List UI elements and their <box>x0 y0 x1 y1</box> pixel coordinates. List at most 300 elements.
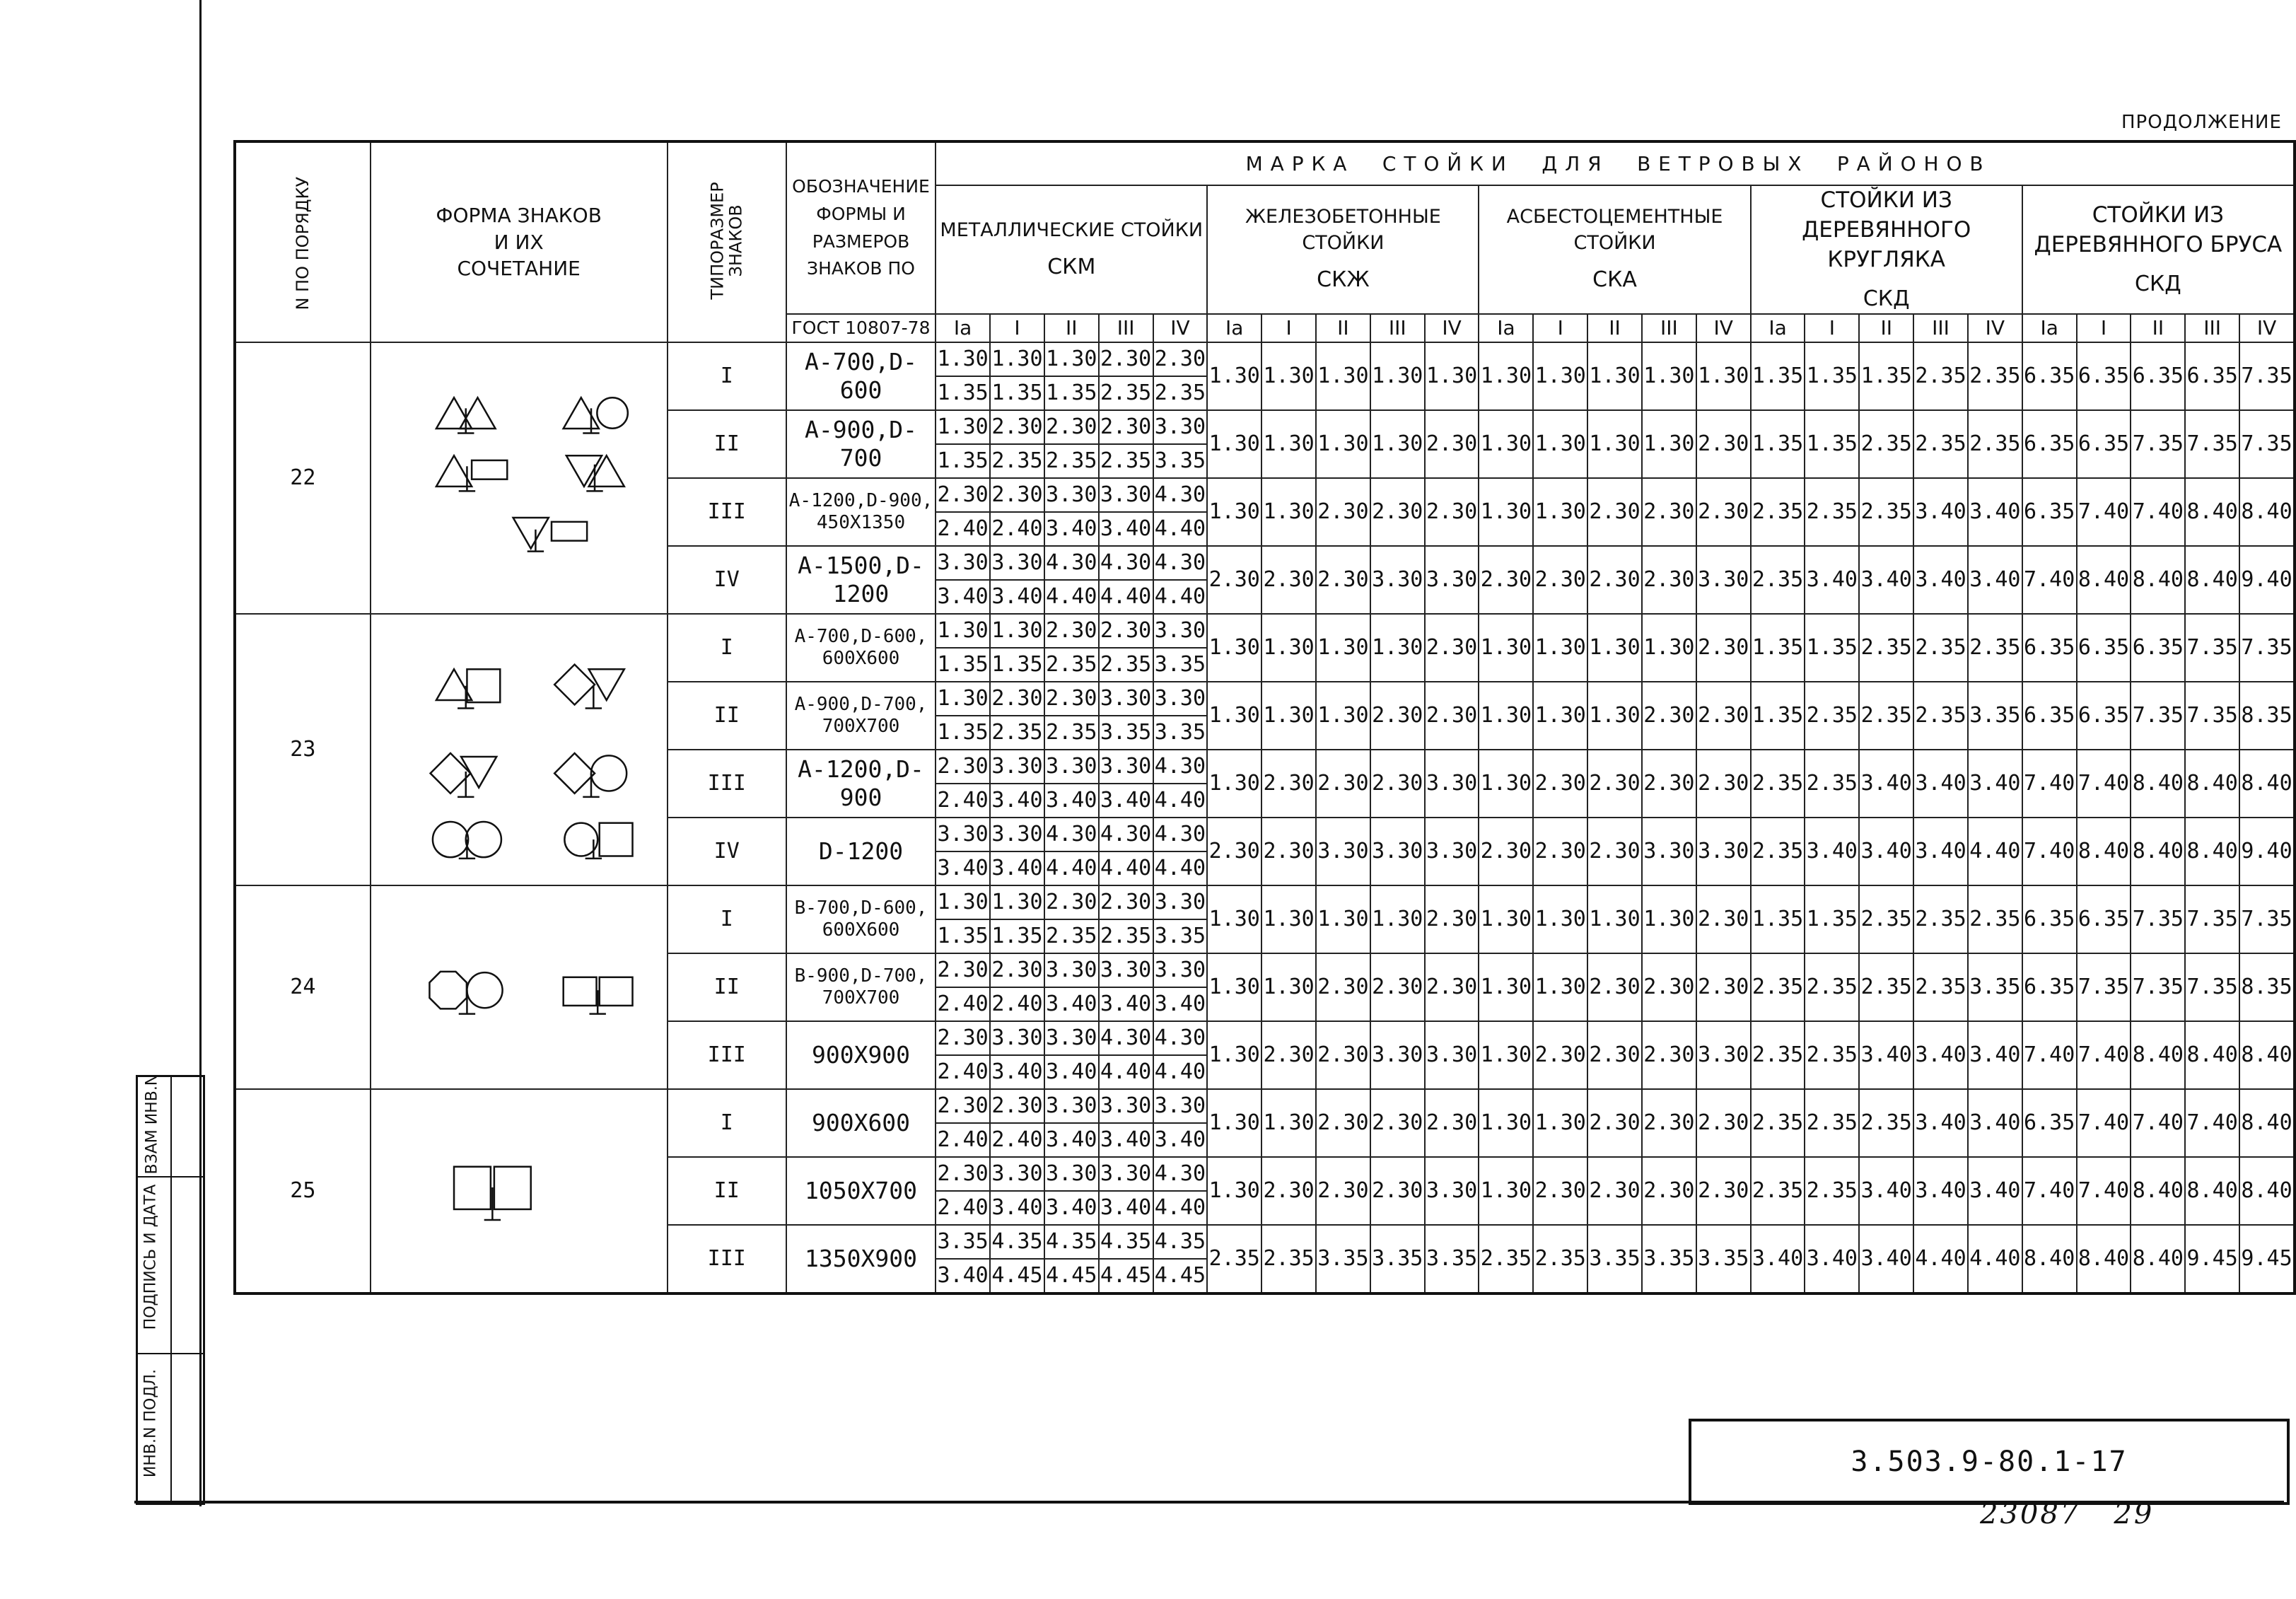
stand-mark-as: 1.30 <box>1533 885 1587 953</box>
mark-value-bottom: 4.40 <box>1045 579 1098 613</box>
stand-mark-zh: 2.30 <box>1370 1089 1425 1157</box>
stand-mark-br: 7.35 <box>2185 953 2239 1021</box>
mark-value-top: 2.30 <box>1046 414 1097 440</box>
stand-mark-br: 6.35 <box>2077 614 2131 682</box>
sign-designation: D-1200 <box>786 818 936 885</box>
table-row <box>235 885 2295 953</box>
mark-value-top: 1.30 <box>991 618 1043 644</box>
stand-mark-br: 7.35 <box>2131 682 2185 750</box>
mark-value-top: 1.30 <box>991 347 1043 372</box>
stand-mark-zh: 3.30 <box>1425 750 1479 818</box>
stand-mark-br: 8.40 <box>2077 1225 2131 1293</box>
mark-value-bottom: 4.40 <box>1045 851 1098 885</box>
stand-mark-br: 7.40 <box>2077 1157 2131 1225</box>
stand-mark-kr: 1.35 <box>1751 682 1805 750</box>
stand-mark-as: 2.30 <box>1587 1089 1642 1157</box>
metal-stand-mark <box>990 953 1044 1021</box>
stand-mark-as: 1.30 <box>1533 1089 1587 1157</box>
stand-mark-br: 7.35 <box>2239 885 2295 953</box>
stand-mark-as: 2.30 <box>1696 750 1751 818</box>
stand-mark-as: 1.30 <box>1587 342 1642 410</box>
size-type: I <box>668 614 786 682</box>
stand-mark-as: 2.30 <box>1696 953 1751 1021</box>
stand-mark-as: 2.30 <box>1642 478 1696 546</box>
mark-value-top: 4.30 <box>1154 1161 1206 1187</box>
stand-mark-as: 3.30 <box>1696 1021 1751 1089</box>
metal-stand-mark <box>1153 410 1208 478</box>
stand-mark-zh: 2.30 <box>1316 750 1370 818</box>
stand-mark-zh: 3.30 <box>1425 546 1479 614</box>
size-type: II <box>668 682 786 750</box>
stamp-divider <box>138 1353 203 1354</box>
stand-mark-br: 8.40 <box>2185 546 2239 614</box>
mark-value-top: 4.30 <box>1046 550 1097 576</box>
stand-mark-br: 7.40 <box>2077 750 2131 818</box>
stand-mark-as: 2.30 <box>1479 546 1533 614</box>
stand-mark-as: 1.30 <box>1479 478 1533 546</box>
metal-stand-mark <box>1153 818 1208 885</box>
mark-value-bottom: 2.35 <box>1100 443 1153 477</box>
mark-value-bottom: 2.35 <box>1045 647 1098 681</box>
wind-region-header: III <box>1913 314 1968 342</box>
stand-mark-br: 6.35 <box>2185 342 2239 410</box>
stand-mark-zh: 2.35 <box>1261 1225 1316 1293</box>
stand-mark-as: 2.30 <box>1696 682 1751 750</box>
stand-mark-kr: 2.35 <box>1751 1021 1805 1089</box>
stand-mark-as: 1.30 <box>1479 342 1533 410</box>
stand-group-header <box>1479 185 1750 314</box>
stand-mark-as: 1.30 <box>1479 682 1533 750</box>
mark-value-bottom: 2.40 <box>936 1054 989 1088</box>
stand-mark-br: 7.35 <box>2077 953 2131 1021</box>
metal-stand-mark <box>936 1021 990 1089</box>
stand-mark-as: 1.30 <box>1479 614 1533 682</box>
mark-value-bottom: 3.40 <box>936 851 989 885</box>
stand-mark-as: 1.30 <box>1587 410 1642 478</box>
stand-mark-kr: 2.35 <box>1805 1021 1859 1089</box>
stand-mark-zh: 1.30 <box>1370 614 1425 682</box>
stand-marks-table <box>233 140 2296 1295</box>
sign-designation: 900Х600 <box>786 1089 936 1157</box>
metal-stand-mark <box>990 1225 1044 1293</box>
metal-stand-mark <box>1153 342 1208 410</box>
stand-group-name: МЕТАЛЛИЧЕСКИЕ СТОЙКИ <box>940 219 1204 241</box>
mark-value-top: 3.30 <box>991 550 1043 576</box>
mark-value-top: 2.30 <box>1154 347 1206 372</box>
stand-mark-kr: 1.35 <box>1859 342 1913 410</box>
metal-stand-mark <box>1099 1021 1153 1089</box>
metal-stand-mark <box>1044 1021 1099 1089</box>
stand-mark-zh: 2.30 <box>1370 1157 1425 1225</box>
mark-value-top: 1.30 <box>937 347 989 372</box>
table-row <box>235 614 2295 682</box>
stand-mark-kr: 4.40 <box>1968 1225 2022 1293</box>
mark-value-bottom: 4.45 <box>1045 1258 1098 1292</box>
mark-value-bottom: 3.40 <box>1100 511 1153 545</box>
stand-mark-zh: 3.30 <box>1316 818 1370 885</box>
stand-mark-br: 6.35 <box>2077 342 2131 410</box>
metal-stand-mark <box>1099 1157 1153 1225</box>
mark-value-bottom: 3.40 <box>991 1054 1044 1088</box>
stand-mark-kr: 3.40 <box>1805 1225 1859 1293</box>
mark-value-bottom: 2.35 <box>1100 919 1153 953</box>
size-type: IV <box>668 546 786 614</box>
stand-mark-br: 8.40 <box>2077 818 2131 885</box>
metal-stand-mark <box>1099 953 1153 1021</box>
stand-mark-kr: 2.35 <box>1859 614 1913 682</box>
stand-mark-kr: 3.40 <box>1859 1021 1913 1089</box>
stand-mark-kr: 2.35 <box>1968 410 2022 478</box>
stand-mark-kr: 2.35 <box>1805 1157 1859 1225</box>
stand-mark-br: 7.35 <box>2239 614 2295 682</box>
stand-mark-kr: 1.35 <box>1751 410 1805 478</box>
stand-mark-zh: 1.30 <box>1207 750 1261 818</box>
mark-value-top: 4.35 <box>1100 1229 1152 1255</box>
mark-value-top: 3.35 <box>937 1229 989 1255</box>
mark-value-bottom: 3.40 <box>991 851 1044 885</box>
mark-value-bottom: 2.35 <box>1100 376 1153 409</box>
stand-mark-br: 6.35 <box>2022 682 2077 750</box>
mark-value-top: 3.30 <box>991 754 1043 779</box>
stand-mark-kr: 3.35 <box>1968 682 2022 750</box>
metal-stand-mark <box>990 1089 1044 1157</box>
metal-stand-mark <box>1099 750 1153 818</box>
mark-value-top: 2.30 <box>937 1093 989 1119</box>
stand-mark-br: 8.35 <box>2239 953 2295 1021</box>
stand-mark-as: 2.30 <box>1642 750 1696 818</box>
metal-stand-mark <box>990 750 1044 818</box>
stand-mark-kr: 2.35 <box>1859 478 1913 546</box>
stand-mark-zh: 2.30 <box>1316 546 1370 614</box>
wind-region-header: IV <box>2239 314 2295 342</box>
stand-mark-zh: 1.30 <box>1316 885 1370 953</box>
stand-mark-br: 6.35 <box>2131 342 2185 410</box>
mark-value-bottom: 1.35 <box>936 647 989 681</box>
stand-group-code: СКД <box>1863 286 1910 311</box>
mark-value-bottom: 3.35 <box>1154 443 1207 477</box>
mark-value-bottom: 3.40 <box>991 1190 1044 1224</box>
stand-mark-br: 7.40 <box>2022 750 2077 818</box>
stand-mark-zh: 1.30 <box>1207 410 1261 478</box>
stand-mark-as: 2.30 <box>1696 1089 1751 1157</box>
mark-value-bottom: 2.40 <box>936 783 989 817</box>
stand-mark-kr: 3.40 <box>1968 478 2022 546</box>
stand-mark-br: 6.35 <box>2022 410 2077 478</box>
stand-group-code: СКА <box>1592 267 1637 293</box>
stand-mark-as: 2.30 <box>1696 614 1751 682</box>
sign-designation: 900Х900 <box>786 1021 936 1089</box>
stand-mark-kr: 3.40 <box>1913 1089 1968 1157</box>
stand-mark-br: 8.40 <box>2185 1157 2239 1225</box>
stand-mark-zh: 1.30 <box>1207 682 1261 750</box>
stand-mark-br: 8.40 <box>2131 546 2185 614</box>
stand-group-name: ЖЕЛЕЗОБЕТОННЫЕ СТОЙКИ <box>1245 206 1441 254</box>
mark-value-bottom: 4.40 <box>1154 851 1207 885</box>
size-type: I <box>668 885 786 953</box>
stand-mark-as: 2.30 <box>1587 1021 1642 1089</box>
stand-group-name: АСБЕСТОЦЕМЕНТНЫЕ СТОЙКИ <box>1506 206 1723 254</box>
stand-mark-br: 6.35 <box>2077 682 2131 750</box>
stand-mark-zh: 3.30 <box>1370 1021 1425 1089</box>
metal-stand-mark <box>1153 546 1208 614</box>
designation-header: ОБОЗНАЧЕНИЕ ФОРМЫ И РАЗМЕРОВ ЗНАКОВ ПО <box>786 141 936 314</box>
mark-value-bottom: 3.35 <box>1154 919 1207 953</box>
stand-mark-kr: 2.35 <box>1805 682 1859 750</box>
mark-value-bottom: 4.40 <box>1100 851 1153 885</box>
stand-mark-zh: 2.30 <box>1425 885 1479 953</box>
stand-mark-br: 8.40 <box>2185 478 2239 546</box>
mark-value-bottom: 3.35 <box>1154 647 1207 681</box>
stand-mark-br: 8.40 <box>2131 1157 2185 1225</box>
mark-value-bottom: 4.45 <box>991 1258 1044 1292</box>
mark-value-top: 3.30 <box>991 822 1043 847</box>
sign-designation: А-700,D-600 <box>786 342 936 410</box>
stand-mark-zh: 1.30 <box>1370 885 1425 953</box>
stand-mark-kr: 2.35 <box>1968 342 2022 410</box>
stand-mark-zh: 1.30 <box>1207 342 1261 410</box>
mark-value-top: 3.30 <box>1154 686 1206 711</box>
metal-stand-mark <box>990 885 1044 953</box>
metal-stand-mark <box>990 1021 1044 1089</box>
wind-region-header: Iа <box>936 314 990 342</box>
mark-value-bottom: 2.35 <box>991 715 1044 749</box>
stand-mark-zh: 2.30 <box>1261 1157 1316 1225</box>
size-type: II <box>668 1157 786 1225</box>
mark-value-bottom: 4.40 <box>1154 783 1207 817</box>
stand-group-header <box>1751 185 2022 314</box>
wind-region-header: IV <box>1425 314 1479 342</box>
stand-group-code: СКМ <box>1047 254 1096 279</box>
mark-value-top: 2.30 <box>937 754 989 779</box>
stand-mark-zh: 1.30 <box>1207 885 1261 953</box>
metal-stand-mark <box>1044 953 1099 1021</box>
stand-mark-zh: 1.30 <box>1261 682 1316 750</box>
mark-value-top: 3.30 <box>937 550 989 576</box>
mark-value-top: 3.30 <box>1100 1161 1152 1187</box>
stand-mark-zh: 2.30 <box>1261 818 1316 885</box>
mark-value-top: 3.30 <box>991 1161 1043 1187</box>
metal-stand-mark <box>936 953 990 1021</box>
stand-mark-zh: 2.30 <box>1370 478 1425 546</box>
stand-mark-as: 1.30 <box>1642 410 1696 478</box>
metal-stand-mark <box>936 546 990 614</box>
stand-mark-kr: 3.40 <box>1859 1225 1913 1293</box>
wind-region-header: I <box>1261 314 1316 342</box>
stand-mark-kr: 2.35 <box>1751 546 1805 614</box>
stand-mark-zh: 2.30 <box>1425 682 1479 750</box>
sign-shapes-icon <box>371 1093 667 1289</box>
mark-value-top: 3.30 <box>1154 890 1206 915</box>
metal-stand-mark <box>1153 478 1208 546</box>
mark-value-top: 2.30 <box>991 686 1043 711</box>
designation-header-gost: ГОСТ 10807-78 <box>786 314 936 342</box>
mark-value-bottom: 2.35 <box>1154 376 1207 409</box>
wind-region-header: II <box>1316 314 1370 342</box>
stand-mark-zh: 2.30 <box>1261 546 1316 614</box>
stand-mark-kr: 2.35 <box>1968 614 2022 682</box>
stand-mark-br: 8.40 <box>2239 750 2295 818</box>
stand-mark-br: 6.35 <box>2131 614 2185 682</box>
stand-mark-br: 6.35 <box>2022 478 2077 546</box>
stand-mark-as: 1.30 <box>1533 342 1587 410</box>
mark-value-top: 3.30 <box>1100 686 1152 711</box>
mark-value-top: 1.30 <box>937 890 989 915</box>
stand-mark-zh: 3.30 <box>1370 818 1425 885</box>
stand-mark-as: 1.30 <box>1533 953 1587 1021</box>
continuation-label: ПРОДОЛЖЕНИЕ <box>2121 112 2282 133</box>
stand-mark-zh: 1.30 <box>1261 885 1316 953</box>
stand-mark-kr: 3.40 <box>1913 818 1968 885</box>
metal-stand-mark <box>1153 1157 1208 1225</box>
stand-mark-kr: 3.40 <box>1859 750 1913 818</box>
stand-mark-kr: 3.40 <box>1968 1157 2022 1225</box>
mark-value-bottom: 2.40 <box>936 1190 989 1224</box>
stand-mark-br: 8.40 <box>2131 750 2185 818</box>
stand-mark-br: 9.45 <box>2239 1225 2295 1293</box>
sign-designation: А-700,D-600, 600Х600 <box>786 614 936 682</box>
stand-mark-br: 7.40 <box>2131 1089 2185 1157</box>
stand-mark-as: 2.30 <box>1533 818 1587 885</box>
mark-value-bottom: 4.40 <box>1154 1054 1207 1088</box>
mark-value-bottom: 2.40 <box>991 1122 1044 1156</box>
mark-value-top: 3.30 <box>1100 754 1152 779</box>
metal-stand-mark <box>1099 478 1153 546</box>
mark-value-top: 3.30 <box>1046 482 1097 508</box>
mark-value-bottom: 2.35 <box>991 443 1044 477</box>
stand-mark-as: 2.30 <box>1533 1021 1587 1089</box>
wind-region-header: II <box>1044 314 1099 342</box>
stand-mark-br: 9.40 <box>2239 818 2295 885</box>
stand-mark-br: 7.40 <box>2077 1021 2131 1089</box>
metal-stand-mark <box>1153 885 1208 953</box>
mark-value-top: 1.30 <box>991 890 1043 915</box>
stand-mark-as: 3.30 <box>1696 546 1751 614</box>
mark-value-bottom: 4.45 <box>1100 1258 1153 1292</box>
stand-mark-kr: 2.35 <box>1751 750 1805 818</box>
metal-stand-mark <box>1099 546 1153 614</box>
mark-value-bottom: 1.35 <box>936 919 989 953</box>
stand-mark-kr: 2.35 <box>1805 1089 1859 1157</box>
metal-stand-mark <box>1153 750 1208 818</box>
stand-mark-as: 2.30 <box>1696 1157 1751 1225</box>
mark-value-top: 4.30 <box>1154 822 1206 847</box>
mark-value-bottom: 1.35 <box>991 919 1044 953</box>
stand-mark-as: 2.30 <box>1479 818 1533 885</box>
stand-mark-as: 1.30 <box>1533 682 1587 750</box>
metal-stand-mark <box>1153 953 1208 1021</box>
metal-stand-mark <box>990 682 1044 750</box>
wind-region-header: III <box>2185 314 2239 342</box>
stand-mark-br: 8.35 <box>2239 682 2295 750</box>
stand-mark-as: 1.30 <box>1479 885 1533 953</box>
wind-region-header: I <box>990 314 1044 342</box>
stand-mark-kr: 3.40 <box>1859 1157 1913 1225</box>
metal-stand-mark <box>990 614 1044 682</box>
mark-value-top: 2.30 <box>1046 686 1097 711</box>
stand-mark-zh: 2.30 <box>1316 953 1370 1021</box>
stand-mark-kr: 3.40 <box>1968 750 2022 818</box>
stand-mark-kr: 2.35 <box>1913 885 1968 953</box>
size-type: I <box>668 342 786 410</box>
mark-value-bottom: 3.40 <box>991 783 1044 817</box>
stand-mark-br: 8.40 <box>2185 750 2239 818</box>
stand-mark-br: 7.35 <box>2185 682 2239 750</box>
sign-designation: 1050Х700 <box>786 1157 936 1225</box>
stand-mark-kr: 2.35 <box>1913 342 1968 410</box>
stand-mark-zh: 3.30 <box>1425 1157 1479 1225</box>
metal-stand-mark <box>990 342 1044 410</box>
mark-value-top: 2.30 <box>991 414 1043 440</box>
stamp-sign-date: ПОДПИСЬ И ДАТА <box>141 1184 160 1330</box>
size-type: II <box>668 410 786 478</box>
stand-mark-br: 7.40 <box>2022 546 2077 614</box>
stamp-inv-sub: ИНВ.N ПОДЛ. <box>141 1368 160 1478</box>
stand-mark-kr: 4.40 <box>1968 818 2022 885</box>
stand-mark-kr: 3.40 <box>1913 1021 1968 1089</box>
brand-title: М А Р К А С Т О Й К И Д Л Я В Е Т Р О В Ы Х Р А Й О Н О В <box>936 141 2295 185</box>
stand-mark-zh: 1.30 <box>1261 614 1316 682</box>
mark-value-bottom: 2.35 <box>1100 647 1153 681</box>
stand-mark-kr: 2.35 <box>1805 750 1859 818</box>
handwritten-number: 23087 29 <box>1980 1498 2155 1530</box>
stand-mark-kr: 2.35 <box>1859 682 1913 750</box>
mark-value-top: 3.30 <box>1154 1093 1206 1119</box>
stand-mark-br: 7.40 <box>2022 818 2077 885</box>
mark-value-bottom: 1.35 <box>936 376 989 409</box>
mark-value-top: 4.35 <box>1154 1229 1206 1255</box>
metal-stand-mark <box>1099 1225 1153 1293</box>
mark-value-bottom: 4.40 <box>1154 1190 1207 1224</box>
stand-mark-zh: 2.30 <box>1370 682 1425 750</box>
mark-value-bottom: 1.35 <box>1045 376 1098 409</box>
stand-mark-br: 7.40 <box>2022 1157 2077 1225</box>
metal-stand-mark <box>1153 682 1208 750</box>
stand-mark-kr: 1.35 <box>1805 342 1859 410</box>
metal-stand-mark <box>990 818 1044 885</box>
stand-mark-br: 7.40 <box>2185 1089 2239 1157</box>
stand-mark-br: 9.45 <box>2185 1225 2239 1293</box>
stand-mark-br: 8.40 <box>2239 1021 2295 1089</box>
stand-mark-br: 8.40 <box>2239 478 2295 546</box>
stand-mark-zh: 2.30 <box>1316 1157 1370 1225</box>
stand-mark-kr: 2.35 <box>1859 953 1913 1021</box>
table-row <box>235 1089 2295 1157</box>
stand-mark-as: 2.30 <box>1642 1021 1696 1089</box>
sign-designation: А-900,D-700 <box>786 410 936 478</box>
metal-stand-mark <box>1099 614 1153 682</box>
stand-mark-zh: 1.30 <box>1425 342 1479 410</box>
metal-stand-mark <box>1044 885 1099 953</box>
metal-stand-mark <box>1044 410 1099 478</box>
mark-value-bottom: 3.40 <box>1045 1054 1098 1088</box>
metal-stand-mark <box>936 410 990 478</box>
mark-value-bottom: 4.40 <box>1100 579 1153 613</box>
mark-value-bottom: 3.40 <box>1100 987 1153 1021</box>
mark-value-top: 3.30 <box>1100 1093 1152 1119</box>
wind-region-header: IV <box>1153 314 1208 342</box>
mark-value-top: 2.30 <box>1100 618 1152 644</box>
mark-value-top: 4.30 <box>1154 1025 1206 1051</box>
stand-mark-zh: 1.30 <box>1316 614 1370 682</box>
stand-mark-kr: 2.35 <box>1859 410 1913 478</box>
stand-mark-as: 1.30 <box>1533 410 1587 478</box>
size-type: III <box>668 750 786 818</box>
mark-value-bottom: 3.40 <box>1045 1190 1098 1224</box>
metal-stand-mark <box>1044 682 1099 750</box>
stand-mark-br: 6.35 <box>2022 614 2077 682</box>
stand-mark-br: 6.35 <box>2022 342 2077 410</box>
size-type: III <box>668 478 786 546</box>
